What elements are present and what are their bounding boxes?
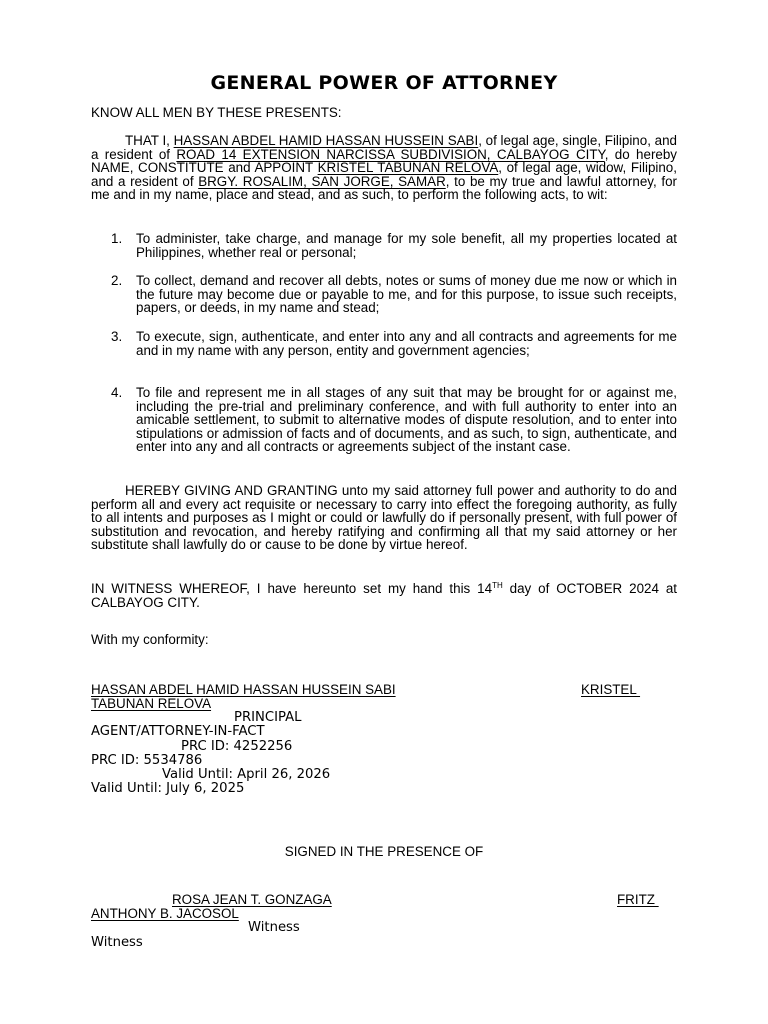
attorney-name: KRISTEL TABUNAN RELOVA <box>317 160 499 176</box>
principal-role: PRINCIPAL <box>234 710 302 725</box>
witness1-name: ROSA JEAN T. GONZAGA <box>172 892 332 907</box>
granting-paragraph: HEREBY GIVING AND GRANTING unto my said attorney full power and authority to do and perform all and every act requisite or necessary to carry into effect the foregoing authority, as fully to all intents and purposes as I might or could or lawfully do if personally present, with full power of substitution and revocation, and hereby ratifying and confirming all that my said attorney or her substitute shall lawfully do or cause to be done by virtue hereof. <box>91 483 677 553</box>
intro-part1: THAT I, <box>125 133 174 148</box>
presence-line: SIGNED IN THE PRESENCE OF <box>284 844 484 859</box>
principal-address: ROAD 14 EXTENSION NARCISSA SUBDIVISION, CALBAYOG CITY <box>176 146 605 162</box>
list-item-number: 3. <box>111 329 123 344</box>
intro-paragraph <box>91 134 677 202</box>
signatory-attorney-name-line2: TABUNAN RELOVA <box>91 696 212 711</box>
witness-clause-part1: IN WITNESS WHEREOF, I have hereunto set my hand this 14 <box>91 581 493 596</box>
signatory-principal-name: HASSAN ABDEL HAMID HASSAN HUSSEIN SABI <box>91 682 396 697</box>
intro-part2: , of legal age, single, Filipino, and a resident of <box>91 133 677 162</box>
witness2-label: Witness <box>91 935 143 950</box>
witness1-label: Witness <box>248 920 300 935</box>
witness2-name-line2: ANTHONY B. JACOSOL <box>91 906 239 921</box>
principal-valid: Valid Until: April 26, 2026 <box>162 767 331 782</box>
document-title: GENERAL POWER OF ATTORNEY <box>210 72 558 94</box>
witness2-name-line1: FRITZ <box>617 892 659 907</box>
opening-line: KNOW ALL MEN BY THESE PRESENTS: <box>91 105 342 120</box>
intro-part5: , to be my true and lawful attorney, for me and in my name, place and stead, and as such, to perform the following acts, to wit: <box>91 173 677 203</box>
list-item-text: To collect, demand and recover all debts, notes or sums of money due me now or which in the future may become due or payable to me, and for this purpose, to issue such receipts, papers, or deeds, in my name and stead; <box>136 273 677 316</box>
list-item-number: 4. <box>111 385 123 400</box>
signatory-attorney-name-line1: KRISTEL <box>581 682 641 697</box>
witness-clause <box>91 582 677 609</box>
list-item-text: To file and represent me in all stages of any suit that may be brought for or against me, including the pre-trial and preliminary conference, and with full authority to enter into an amicable settlement, to submit to alternative modes of dispute resolution, and to enter into stipulations or admission of facts and of documents, and as such, to sign, authenticate, and enter into any and all contracts or agreements subject of the instant case. <box>136 385 677 455</box>
attorney-valid: Valid Until: July 6, 2025 <box>91 781 245 796</box>
witness-clause-part2: day of OCTOBER 2024 at CALBAYOG CITY. <box>91 581 677 610</box>
day-suffix: TH <box>492 581 503 590</box>
attorney-address: BRGY. ROSALIM, SAN JORGE, SAMAR <box>198 173 446 189</box>
intro-part4: , of legal age, widow, Filipino, and a resident of <box>91 160 677 189</box>
principal-name: HASSAN ABDEL HAMID HASSAN HUSSEIN SABI <box>173 133 479 148</box>
list-item-text: To administer, take charge, and manage for my sole benefit, all my properties located at Philippines, whether real or personal; <box>136 231 677 260</box>
list-item-number: 2. <box>111 273 123 288</box>
conformity-line: With my conformity: <box>91 632 209 647</box>
intro-part3: , do hereby NAME, CONSTITUTE and APPOINT <box>91 146 678 176</box>
attorney-role: AGENT/ATTORNEY-IN-FACT <box>91 724 265 739</box>
principal-prc: PRC ID: 4252256 <box>181 739 293 754</box>
list-item-text: To execute, sign, authenticate, and enter into any and all contracts and agreements for me and in my name with any person, entity and government agencies; <box>136 329 677 358</box>
list-item-number: 1. <box>111 231 123 246</box>
attorney-prc: PRC ID: 5534786 <box>91 753 203 768</box>
